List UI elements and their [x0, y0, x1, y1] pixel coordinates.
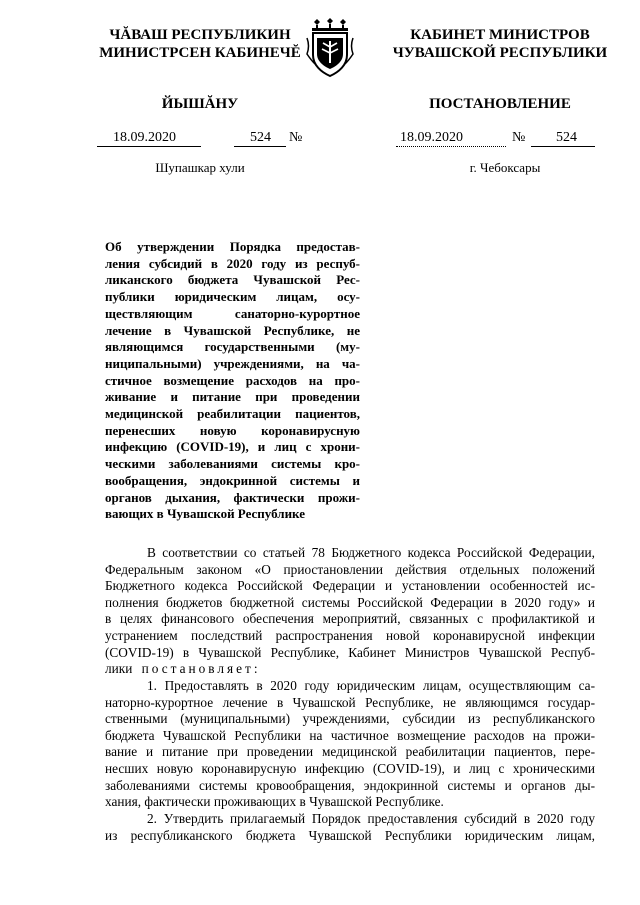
right-city: г. Чебоксары	[469, 160, 541, 175]
header-left-line-1: ЧĂВАШ РЕСПУБЛИКИН	[109, 27, 291, 43]
document-title	[105, 239, 360, 523]
item-1-paragraph	[105, 678, 595, 811]
item-1-line: вание и питание при проведении медицинской реабилитации пациентов, пере-	[105, 744, 595, 760]
title-line: ления субсидий в 2020 году из респуб-	[105, 255, 360, 271]
header-left-org	[95, 26, 305, 62]
left-number-underline	[234, 146, 286, 147]
title-line: живание и питание при проведении	[105, 389, 360, 405]
title-line: публики юридическим лицам, осу-	[105, 289, 360, 305]
item-1-line: заболеваниями системы кровообращения, эндокринной системы и органов ды-	[105, 777, 595, 793]
item-1-line: несших новую коронавирусную инфекцию (COVID-19), и лиц с хроническими	[105, 760, 595, 776]
right-date-underline	[396, 146, 506, 147]
header-left-line-2: МИНИСТРСЕН КАБИНЕЧĔ	[99, 45, 301, 61]
item-1-line: хания, фактически проживающих в Чувашской Республике.	[105, 794, 444, 810]
title-line: органов дыхания, фактически прожи-	[105, 489, 360, 505]
title-line: перенесших новую коронавирусную	[105, 422, 360, 438]
left-city: Шупашкар хули	[155, 160, 245, 175]
title-line: являющимся государственными (му-	[105, 339, 360, 355]
item-1-line: ственными (муниципальными) учреждениями, субсидии из республиканского	[105, 711, 595, 727]
decree-word: постановляет:	[141, 661, 261, 677]
item-1-line: наторно-курортное лечение в Чувашской Республике, не являющимся государ-	[105, 694, 595, 710]
intro-line: устранением последствий распространения новой коронавирусной инфекции	[105, 627, 595, 643]
title-line: вающих в Чувашской Республике	[105, 506, 305, 522]
header-right-line-2: ЧУВАШСКОЙ РЕСПУБЛИКИ	[392, 45, 608, 61]
title-line: ниципальными) учреждениями, на ча-	[105, 355, 360, 371]
right-number-underline	[531, 146, 595, 147]
intro-line: Федеральным законом «О приостановлении действия отдельных положений	[105, 561, 595, 577]
title-line: стичное возмещение расходов на про-	[105, 372, 360, 388]
item-2-line: из республиканского бюджета Чувашской Республики юридическим лицам,	[105, 827, 595, 843]
title-line: ческими заболеваниями системы кро-	[105, 456, 360, 472]
intro-line: В соответствии со статьей 78 Бюджетного кодекса Российской Федерации,	[147, 545, 595, 560]
header-right-line-1: КАБИНЕТ МИНИСТРОВ	[410, 27, 590, 43]
left-date-underline	[97, 146, 201, 147]
intro-line: в целях финансового обеспечения мероприятий, связанных с профилактикой и	[105, 611, 595, 627]
left-date: 18.09.2020	[113, 130, 176, 145]
title-line: ществляющим санаторно-курортное	[105, 305, 360, 321]
right-number-sign: №	[512, 130, 526, 145]
left-number: 524	[250, 130, 271, 145]
right-date: 18.09.2020	[400, 130, 463, 145]
item-1-line: 1. Предоставлять в 2020 году юридическим лицам, осуществляющим са-	[147, 678, 595, 693]
intro-line: полнения бюджетов бюджетной системы Российской Федерации в 2020 году» и	[105, 594, 595, 610]
intro-line: (COVID-19) в Чувашской Республике, Кабинет Министров Чувашской Респуб-	[105, 644, 595, 660]
chuvash-emblem-icon	[305, 18, 355, 80]
item-2-paragraph	[105, 811, 595, 844]
header-left-doc-type: ЙЫШĂНУ	[161, 96, 239, 112]
title-line: вообращения, эндокринной системы и	[105, 472, 360, 488]
item-2-line: 2. Утвердить прилагаемый Порядок предоставления субсидий в 2020 году	[147, 811, 595, 826]
title-line: инфекцию (COVID-19), и лиц с хрони-	[105, 439, 360, 455]
intro-closing-line	[105, 661, 595, 678]
title-line: лечение в Чувашской Республике, не	[105, 322, 360, 338]
intro-paragraph	[105, 545, 595, 678]
item-1-line: бюджета Чувашской Республики на частичное возмещение расходов на прожи-	[105, 727, 595, 743]
header-right-org	[385, 26, 615, 62]
title-line: Об утверждении Порядка предостав-	[105, 239, 360, 254]
intro-line: Бюджетного кодекса Российской Федерации и установлении особенностей ис-	[105, 578, 595, 594]
right-number: 524	[556, 130, 577, 145]
title-line: медицинской реабилитации пациентов,	[105, 406, 360, 422]
left-number-sign: №	[289, 130, 303, 145]
header-right-doc-type: ПОСТАНОВЛЕНИЕ	[429, 96, 571, 112]
title-line: ликанского бюджета Чувашской Рес-	[105, 272, 360, 288]
intro-tail: лики	[105, 661, 133, 677]
